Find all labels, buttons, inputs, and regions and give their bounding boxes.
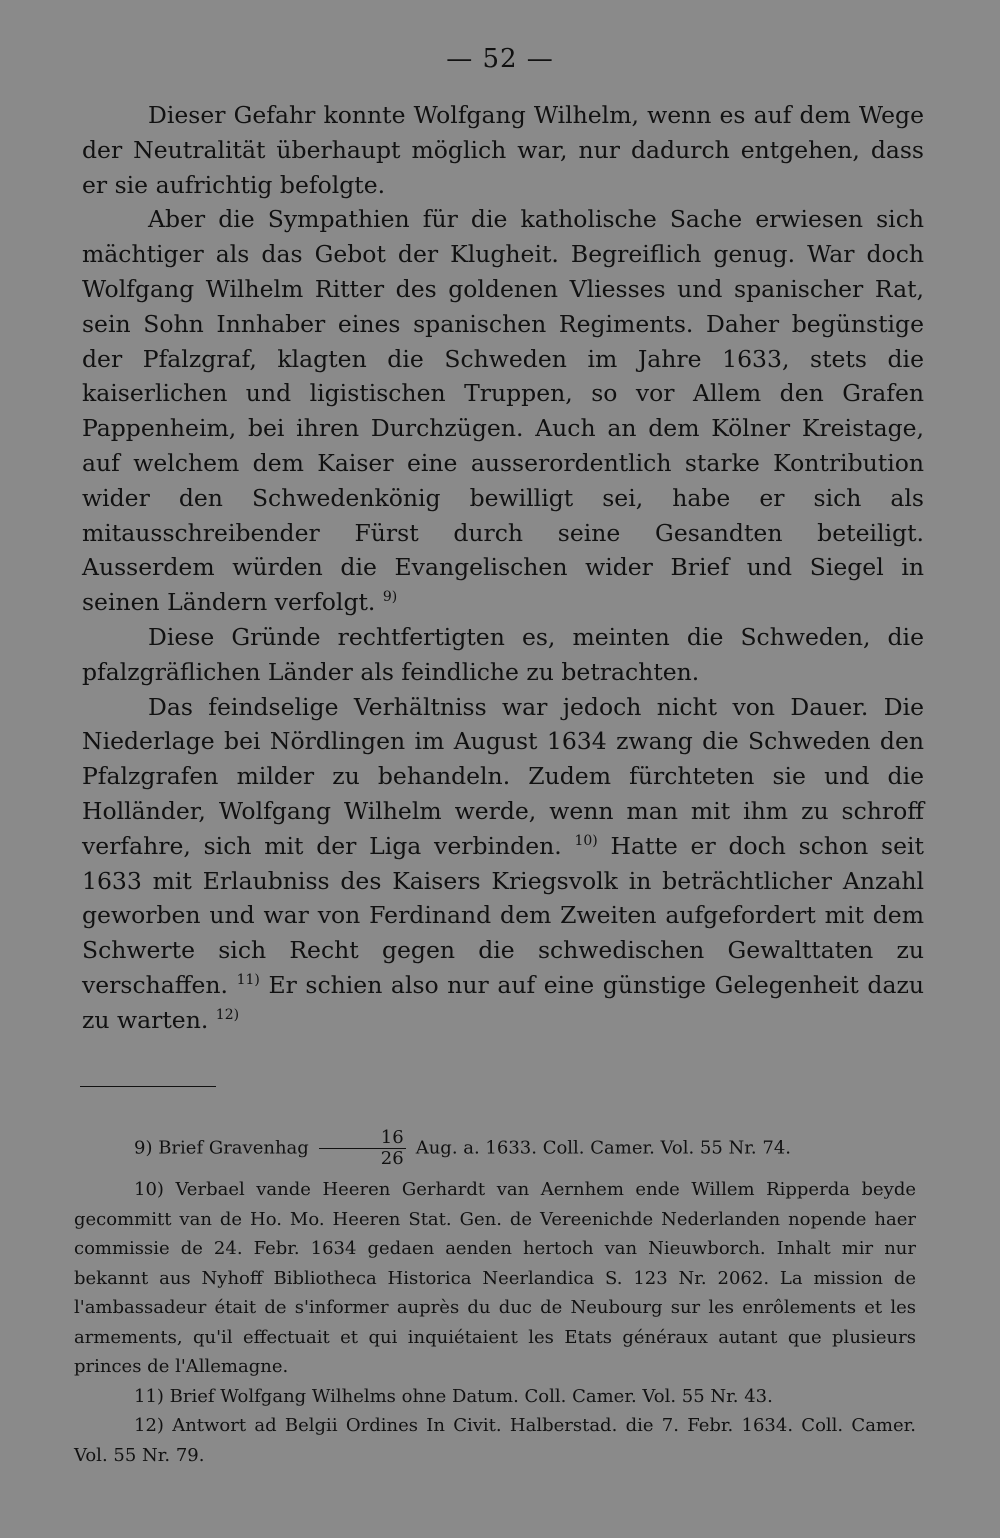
paragraph-text: Aber die Sympathien für die katholische Sache erwiesen sich mächtiger als das Gebot der Klugheit. Begreiflich genug. War doch Wolfgang Wilhelm Ritter des goldenen Vliesses und spanischer Rat, sein Sohn Innhaber eines spanischen Regiments. Daher begünstige der Pfalzgraf, klagten die Schweden im Jahre 1633, stets die kaiserlichen und ligistischen Truppen, so vor Allem den Grafen Pappenheim, bei ihren Durchzügen. Auch an dem Kölner Kreistage, auf welchem dem Kaiser eine ausserordentlich starke Kontribution wider den Schwedenkönig bewilligt sei, habe er sich als mitausschreibender Fürst durch seine Gesandten beteiligt. Ausserdem würden die Evangelischen wider Brief und Siegel in seinen Ländern verfolgt. <box>82 205 924 617</box>
fraction-denominator: 26 <box>380 1148 404 1169</box>
paragraph: Diese Gründe rechtfertigten es, meinten die Schweden, die pfalzgräflichen Länder als feindliche zu betrachten. <box>82 622 924 686</box>
footnote-reference: 11) <box>236 972 260 989</box>
paragraph-text: Das feindselige Verhältniss war jedoch nicht von Dauer. Die Niederlage bei Nördlingen im August 1634 zwang die Schweden den Pfalzgrafen milder zu behandeln. Zudem fürchteten sie und die Holländer, Wolfgang Wilhelm werde, wenn man mit ihm zu schroff verfahre, sich mit der Liga verbinden. <box>82 692 924 860</box>
paragraph: Dieser Gefahr konnte Wolfgang Wilhelm, wenn es auf dem Wege der Neutralität überhaupt möglich war, nur dadurch entgehen, dass er sie aufrichtig befolgte. <box>82 101 924 199</box>
footnote-text: Aug. a. 1633. Coll. Camer. Vol. 55 Nr. 74. <box>415 1137 792 1159</box>
date-fraction <box>319 1128 406 1169</box>
fraction-numerator: 16 <box>319 1128 406 1149</box>
footnote-text: 9) Brief Gravenhag <box>134 1137 309 1159</box>
footnote-9 <box>74 1128 916 1169</box>
paragraph-text: Hatte er doch schon seit 1633 mit Erlaubniss des Kaisers Kriegsvolk in beträchtlicher Anzahl geworben und war von Ferdinand dem Zweiten aufgefordert mit dem Schwerte sich Recht gegen die schwedischen Gewalttaten zu verschaffen. <box>82 831 924 999</box>
footnote-reference: 12) <box>215 1006 240 1023</box>
paragraph <box>82 690 924 1038</box>
footnote-12: 12) Antwort ad Belgii Ordines In Civit. Halberstad. die 7. Febr. 1634. Coll. Camer. Vol. 55 Nr. 79. <box>74 1415 916 1466</box>
footnotes <box>74 1128 916 1470</box>
footnote-separator <box>80 1086 216 1087</box>
footnote-reference: 9) <box>382 589 398 606</box>
footnote-reference: 10) <box>574 832 598 849</box>
body-text <box>82 98 924 1038</box>
footnote-11: 11) Brief Wolfgang Wilhelms ohne Datum. Coll. Camer. Vol. 55 Nr. 43. <box>134 1385 773 1407</box>
paragraph <box>82 202 924 620</box>
paragraph-text: Er schien also nur auf eine günstige Gelegenheit dazu zu warten. <box>82 970 924 1034</box>
footnote-10: 10) Verbael vande Heeren Gerhardt van Aernhem ende Willem Ripperda beyde gecommitt van de Ho. Mo. Heeren Stat. Gen. de Vereenichde Nederlanden nopende haer commissie de 24. Febr. 1634 gedaen aenden hertoch van Nieuwborch. Inhalt mir nur bekannt aus Nyhoff Bibliotheca Historica Neerlandica S. 123 Nr. 2062. La mission de l'ambassadeur était de s'informer auprès du duc de Neubourg sur les enrôlements et les armements, qu'il effectuait et qui inquiétaient les Etats généraux autant que plusieurs princes de l'Allemagne. <box>74 1179 916 1377</box>
page-number: — 52 — <box>446 44 554 74</box>
